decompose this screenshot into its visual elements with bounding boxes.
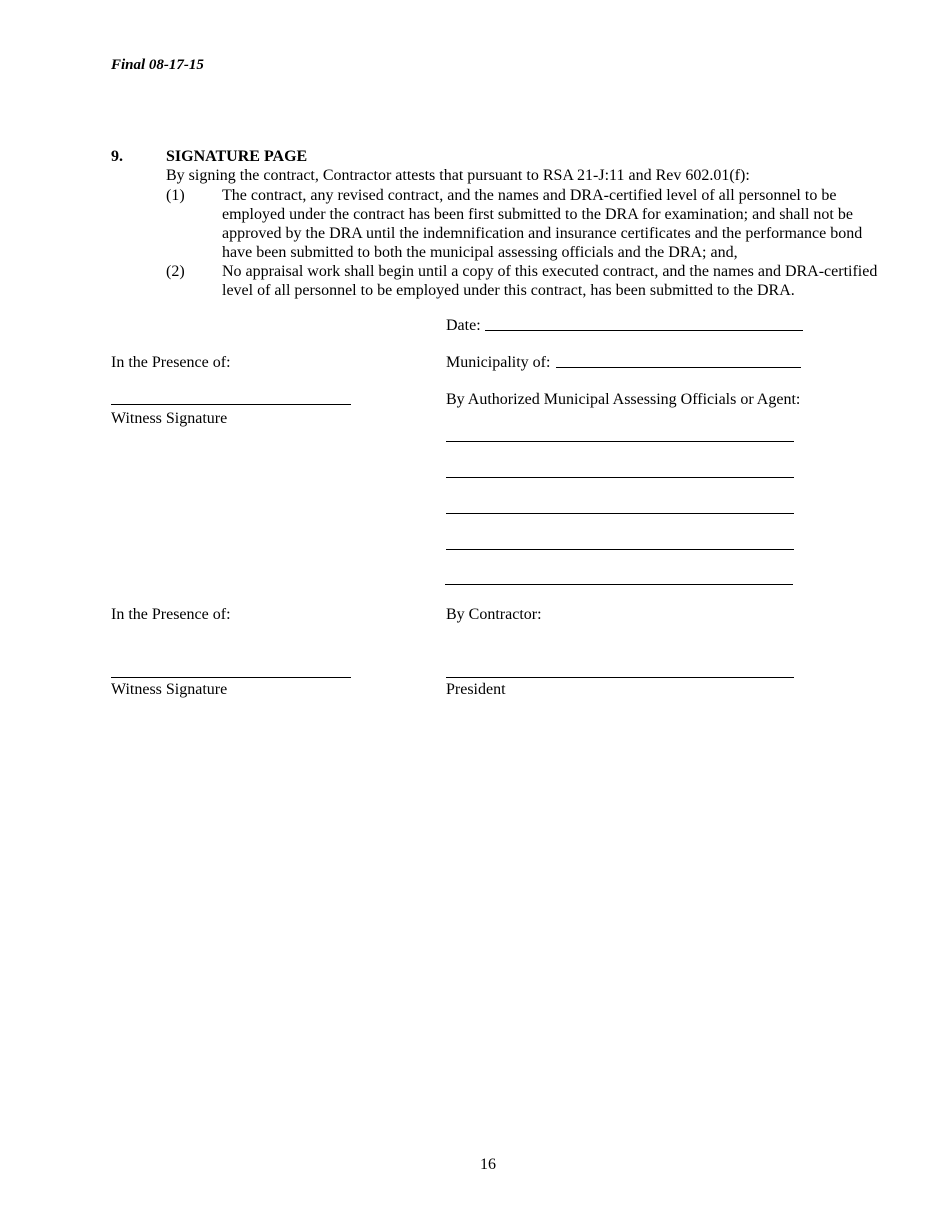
- official-signature-line-4[interactable]: [446, 549, 794, 550]
- document-version-header: Final 08-17-15: [111, 57, 204, 73]
- item-number-1: (1): [166, 187, 185, 204]
- section-intro: By signing the contract, Contractor attests that pursuant to RSA 21-J:11 and Rev 602.01(f):: [166, 167, 750, 184]
- presence-label-1: In the Presence of:: [111, 354, 231, 371]
- item-text-1: The contract, any revised contract, and the names and DRA-certified level of all personnel to be employed under the contract has been first submitted to the DRA for examination; and shall not be approved by the DRA until the indemnification and insurance certificates and the performance bond have been submitted to both the municipal assessing officials and the DRA; and,: [222, 187, 863, 261]
- witness-label-2: Witness Signature: [111, 681, 228, 698]
- official-signature-line-5[interactable]: [445, 584, 793, 585]
- page-number: 16: [480, 1156, 496, 1173]
- witness-label-1: Witness Signature: [111, 410, 228, 427]
- section-number: 9.: [111, 148, 123, 165]
- date-label: Date:: [446, 317, 481, 334]
- section-title: SIGNATURE PAGE: [166, 148, 308, 165]
- witness-signature-line-1[interactable]: [111, 404, 351, 405]
- date-signature-line[interactable]: [485, 330, 803, 331]
- contractor-label: By Contractor:: [446, 606, 542, 623]
- municipality-line[interactable]: [556, 367, 801, 368]
- president-signature-line[interactable]: [446, 677, 794, 678]
- municipality-label: Municipality of:: [446, 354, 551, 371]
- witness-signature-line-2[interactable]: [111, 677, 351, 678]
- official-signature-line-1[interactable]: [446, 441, 794, 442]
- item-text-2: No appraisal work shall begin until a copy of this executed contract, and the names and DRA-certified level of all personnel to be employed under this contract, has been submitted to the DRA.: [222, 263, 878, 299]
- item-number-2: (2): [166, 263, 185, 280]
- official-signature-line-2[interactable]: [446, 477, 794, 478]
- official-signature-line-3[interactable]: [446, 513, 794, 514]
- presence-label-2: In the Presence of:: [111, 606, 231, 623]
- president-label: President: [446, 681, 506, 698]
- authorized-officials-label: By Authorized Municipal Assessing Officials or Agent:: [446, 391, 801, 408]
